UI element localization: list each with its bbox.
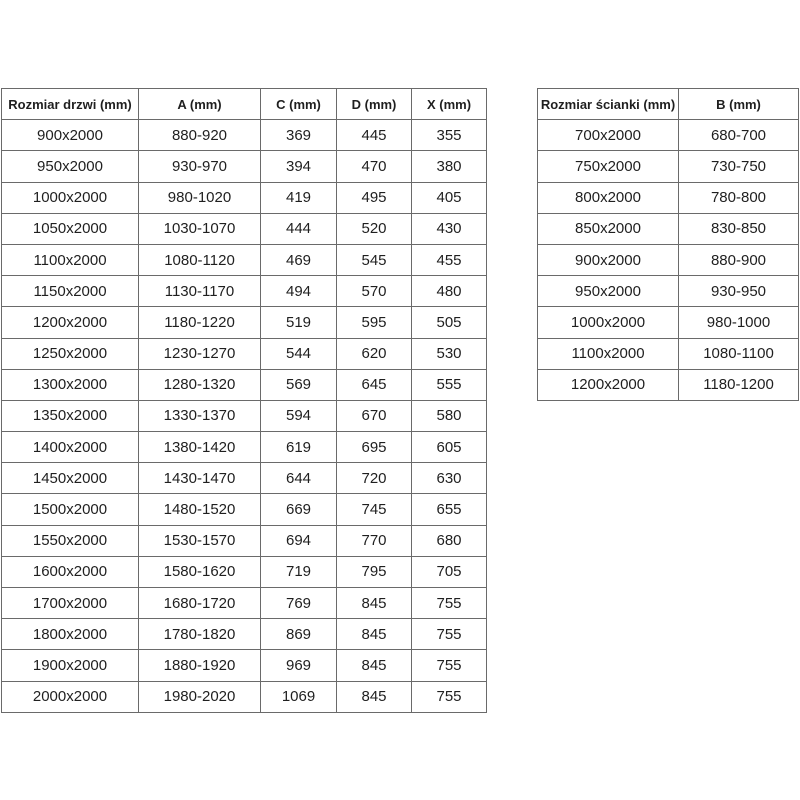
table-cell: 745 (337, 494, 412, 525)
table-cell: 1200x2000 (2, 307, 139, 338)
table-cell: 670 (337, 400, 412, 431)
table-row (2, 463, 487, 494)
table-cell: 545 (337, 244, 412, 275)
table-cell: 355 (412, 120, 487, 151)
table-cell: 770 (337, 525, 412, 556)
table-cell: 1450x2000 (2, 463, 139, 494)
column-header: C (mm) (261, 89, 337, 120)
table-cell: 644 (261, 463, 337, 494)
column-header: Rozmiar ścianki (mm) (538, 89, 679, 120)
table-cell: 1200x2000 (538, 369, 679, 400)
table-cell: 694 (261, 525, 337, 556)
table-cell: 519 (261, 307, 337, 338)
table-cell: 800x2000 (538, 182, 679, 213)
table-cell: 369 (261, 120, 337, 151)
table-cell: 980-1000 (679, 307, 799, 338)
wall-sizes-table (537, 88, 799, 401)
door-sizes-header-row (2, 89, 487, 120)
table-cell: 930-950 (679, 276, 799, 307)
table-cell: 1150x2000 (2, 276, 139, 307)
table-row (2, 120, 487, 151)
table-cell: 845 (337, 650, 412, 681)
table-cell: 750x2000 (538, 151, 679, 182)
table-cell: 880-900 (679, 244, 799, 275)
table-cell: 900x2000 (2, 120, 139, 151)
table-cell: 2000x2000 (2, 681, 139, 712)
table-row (538, 307, 799, 338)
table-row (538, 369, 799, 400)
table-row (2, 369, 487, 400)
table-cell: 494 (261, 276, 337, 307)
table-row (2, 338, 487, 369)
table-cell: 1580-1620 (139, 556, 261, 587)
table-cell: 1230-1270 (139, 338, 261, 369)
table-cell: 1900x2000 (2, 650, 139, 681)
table-cell: 680 (412, 525, 487, 556)
table-row (2, 650, 487, 681)
table-row (538, 151, 799, 182)
table-cell: 505 (412, 307, 487, 338)
column-header: B (mm) (679, 89, 799, 120)
table-cell: 1430-1470 (139, 463, 261, 494)
table-cell: 1130-1170 (139, 276, 261, 307)
table-cell: 619 (261, 432, 337, 463)
table-row (2, 432, 487, 463)
table-cell: 845 (337, 588, 412, 619)
table-cell: 595 (337, 307, 412, 338)
table-cell: 480 (412, 276, 487, 307)
table-cell: 930-970 (139, 151, 261, 182)
table-cell: 700x2000 (538, 120, 679, 151)
table-cell: 1480-1520 (139, 494, 261, 525)
table-row (538, 244, 799, 275)
table-cell: 655 (412, 494, 487, 525)
table-cell: 869 (261, 619, 337, 650)
table-row (2, 494, 487, 525)
table-cell: 530 (412, 338, 487, 369)
table-cell: 419 (261, 182, 337, 213)
table-cell: 1800x2000 (2, 619, 139, 650)
table-cell: 755 (412, 681, 487, 712)
table-cell: 1180-1200 (679, 369, 799, 400)
table-row (2, 307, 487, 338)
column-header: A (mm) (139, 89, 261, 120)
table-cell: 720 (337, 463, 412, 494)
table-cell: 495 (337, 182, 412, 213)
table-row (2, 588, 487, 619)
table-cell: 795 (337, 556, 412, 587)
table-row (2, 151, 487, 182)
table-row (2, 681, 487, 712)
table-cell: 850x2000 (538, 213, 679, 244)
table-cell: 980-1020 (139, 182, 261, 213)
table-cell: 845 (337, 681, 412, 712)
table-cell: 555 (412, 369, 487, 400)
table-cell: 1680-1720 (139, 588, 261, 619)
table-cell: 1500x2000 (2, 494, 139, 525)
table-row (2, 619, 487, 650)
table-cell: 880-920 (139, 120, 261, 151)
table-cell: 569 (261, 369, 337, 400)
table-cell: 1100x2000 (538, 338, 679, 369)
table-cell: 1280-1320 (139, 369, 261, 400)
table-cell: 1050x2000 (2, 213, 139, 244)
table-cell: 845 (337, 619, 412, 650)
table-cell: 380 (412, 151, 487, 182)
table-cell: 1550x2000 (2, 525, 139, 556)
table-cell: 1080-1100 (679, 338, 799, 369)
table-cell: 950x2000 (538, 276, 679, 307)
table-cell: 620 (337, 338, 412, 369)
table-cell: 1000x2000 (538, 307, 679, 338)
table-cell: 520 (337, 213, 412, 244)
table-cell: 1700x2000 (2, 588, 139, 619)
table-cell: 605 (412, 432, 487, 463)
table-row (538, 338, 799, 369)
table-row (538, 182, 799, 213)
table-cell: 1100x2000 (2, 244, 139, 275)
table-cell: 1600x2000 (2, 556, 139, 587)
table-cell: 1530-1570 (139, 525, 261, 556)
table-row (538, 276, 799, 307)
table-cell: 950x2000 (2, 151, 139, 182)
table-cell: 769 (261, 588, 337, 619)
table-row (2, 213, 487, 244)
table-cell: 405 (412, 182, 487, 213)
table-cell: 730-750 (679, 151, 799, 182)
table-cell: 1069 (261, 681, 337, 712)
table-cell: 1330-1370 (139, 400, 261, 431)
table-cell: 1780-1820 (139, 619, 261, 650)
table-row (2, 556, 487, 587)
table-cell: 1300x2000 (2, 369, 139, 400)
table-cell: 1400x2000 (2, 432, 139, 463)
table-cell: 1180-1220 (139, 307, 261, 338)
door-sizes-table (1, 88, 487, 713)
table-cell: 594 (261, 400, 337, 431)
column-header: D (mm) (337, 89, 412, 120)
table-cell: 780-800 (679, 182, 799, 213)
table-cell: 1000x2000 (2, 182, 139, 213)
column-header: Rozmiar drzwi (mm) (2, 89, 139, 120)
table-row (538, 120, 799, 151)
table-cell: 544 (261, 338, 337, 369)
table-row (2, 276, 487, 307)
table-cell: 570 (337, 276, 412, 307)
table-cell: 695 (337, 432, 412, 463)
table-cell: 755 (412, 588, 487, 619)
table-cell: 1030-1070 (139, 213, 261, 244)
table-cell: 1880-1920 (139, 650, 261, 681)
table-cell: 830-850 (679, 213, 799, 244)
table-cell: 1980-2020 (139, 681, 261, 712)
table-row (2, 525, 487, 556)
table-cell: 394 (261, 151, 337, 182)
table-cell: 1250x2000 (2, 338, 139, 369)
table-cell: 469 (261, 244, 337, 275)
table-cell: 470 (337, 151, 412, 182)
table-cell: 719 (261, 556, 337, 587)
table-cell: 669 (261, 494, 337, 525)
column-header: X (mm) (412, 89, 487, 120)
wall-sizes-header-row (538, 89, 799, 120)
table-cell: 430 (412, 213, 487, 244)
table-cell: 1080-1120 (139, 244, 261, 275)
table-row (2, 400, 487, 431)
table-cell: 580 (412, 400, 487, 431)
table-cell: 645 (337, 369, 412, 400)
table-cell: 630 (412, 463, 487, 494)
table-cell: 1350x2000 (2, 400, 139, 431)
table-cell: 445 (337, 120, 412, 151)
table-cell: 455 (412, 244, 487, 275)
table-cell: 755 (412, 650, 487, 681)
table-cell: 680-700 (679, 120, 799, 151)
table-row (2, 244, 487, 275)
table-row (538, 213, 799, 244)
table-cell: 1380-1420 (139, 432, 261, 463)
table-cell: 755 (412, 619, 487, 650)
table-cell: 705 (412, 556, 487, 587)
table-row (2, 182, 487, 213)
table-cell: 444 (261, 213, 337, 244)
table-cell: 969 (261, 650, 337, 681)
table-cell: 900x2000 (538, 244, 679, 275)
